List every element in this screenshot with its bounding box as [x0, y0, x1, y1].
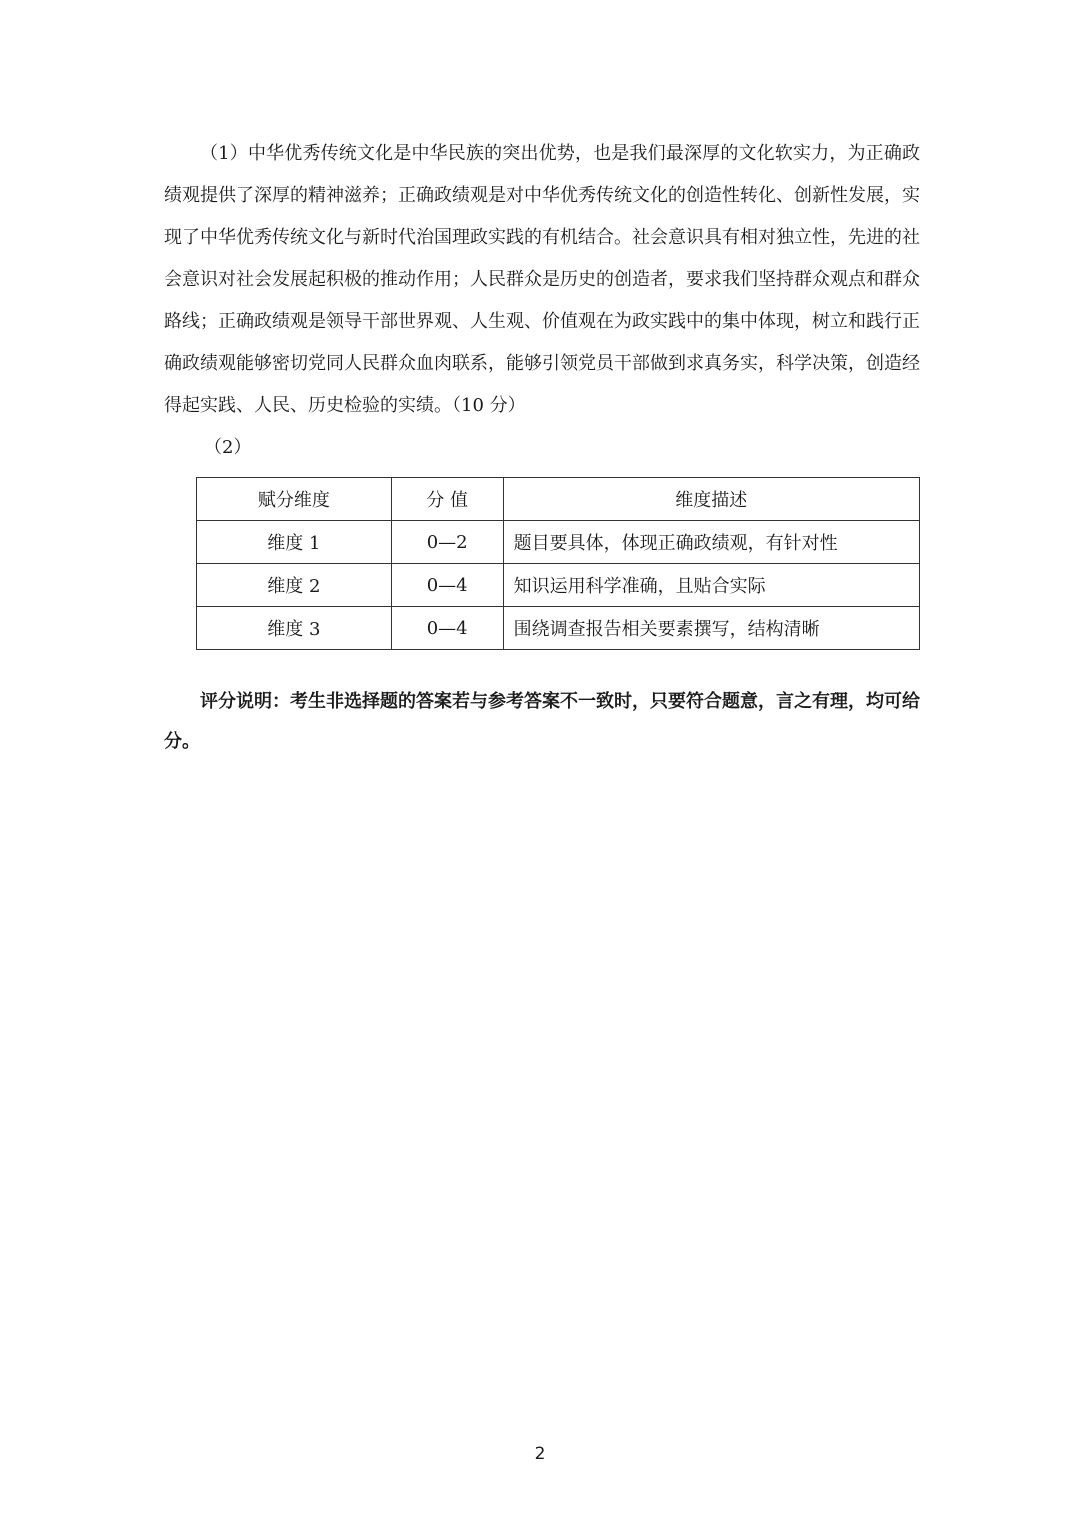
header-description: 维度描述: [503, 478, 919, 521]
header-score: 分 值: [391, 478, 503, 521]
row-dimension: 维度 3: [197, 607, 392, 650]
page-content: [164, 133, 920, 762]
scoring-note: 评分说明：考生非选择题的答案若与参考答案不一致时，只要符合题意，言之有理，均可给分。: [164, 691, 920, 752]
row-description: 围绕调查报告相关要素撰写，结构清晰: [503, 607, 919, 650]
row-score: 0—2: [391, 521, 503, 564]
answer-part-1: （1）中华优秀传统文化是中华民族的突出优势，也是我们最深厚的文化软实力，为正确政绩观提供了深厚的精神滋养；正确政绩观是对中华优秀传统文化的创造性转化、创新性发展，实现了中华优秀传统文化与新时代治国理政实践的有机结合。社会意识具有相对独立性，先进的社会意识对社会发展起积极的推动作用；人民群众是历史的创造者，要求我们坚持群众观点和群众路线；正确政绩观是领导干部世界观、人生观、价值观在为政实践中的集中体现，树立和践行正确政绩观能够密切党同人民群众血肉联系，能够引领党员干部做到求真务实，科学决策，创造经得起实践、人民、历史检验的实绩。（10 分）: [164, 143, 920, 416]
row-score: 0—4: [391, 564, 503, 607]
row-description: 题目要具体，体现正确政绩观，有针对性: [503, 521, 919, 564]
table-row: [197, 564, 920, 607]
header-dimension: 赋分维度: [197, 478, 392, 521]
row-dimension: 维度 2: [197, 564, 392, 607]
table-row: [197, 607, 920, 650]
row-description: 知识运用科学准确，且贴合实际: [503, 564, 919, 607]
scoring-rubric-table: [196, 477, 920, 650]
table-row: [197, 521, 920, 564]
answer-part-2-label: （2）: [204, 437, 252, 458]
page-number: 2: [534, 1444, 546, 1464]
row-score: 0—4: [391, 607, 503, 650]
table-header-row: [197, 478, 920, 521]
row-dimension: 维度 1: [197, 521, 392, 564]
